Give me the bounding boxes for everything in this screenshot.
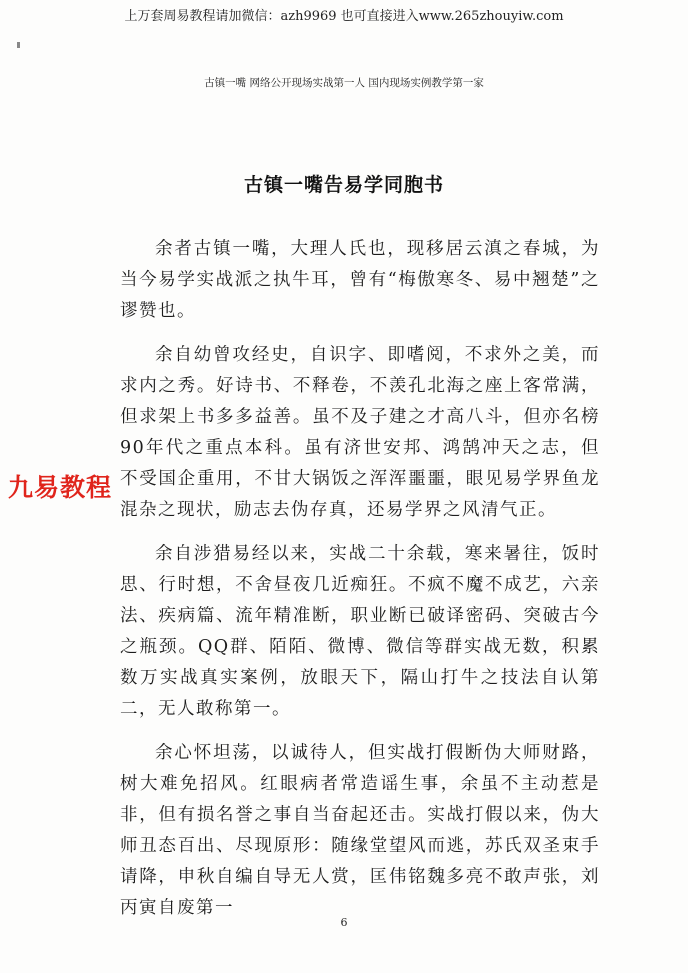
page-number: 6 — [340, 916, 348, 929]
scan-edge-mark — [17, 42, 20, 48]
paragraph: 余者古镇一嘴，大理人氏也，现移居云滇之春城，为当今易学实战派之执牛耳，曾有“梅傲寒冬、易中翘楚”之谬赞也。 — [120, 239, 600, 321]
document-title: 古镇一嘴告易学同胞书 — [243, 174, 444, 196]
watermark-logo: 九易教程 — [8, 473, 113, 502]
paragraph: 余自涉猎易经以来，实战二十余载，寒来暑往，饭时思、行时想，不舍昼夜几近痴狂。不疯不魔不成艺，六亲法、疾病篇、流年精准断，职业断已破译密码、突破古今之瓶颈。QQ群、陌陌、微博、微信等群实战无数，积累数万实战真实案例，放眼天下，隔山打牛之技法自认第二，无人敢称第一。 — [120, 544, 600, 719]
top-banner-text: 上万套周易教程请加微信：azh9969 也可直接进入www.265zhouyiw.com — [124, 9, 564, 24]
paragraph: 余自幼曾攻经史，自识字、即嗜阅，不求外之美，而求内之秀。好诗书、不释卷，不羡孔北海之座上客常满，但求架上书多多益善。虽不及子建之才高八斗，但亦名榜90年代之重点本科。虽有济世安邦、鸿鹄冲天之志，但不受国企重用，不甘大锅饭之浑浑噩噩，眼见易学界鱼龙混杂之现状，励志去伪存真，还易学界之风清气正。 — [120, 345, 600, 520]
body-text — [120, 234, 600, 937]
paragraph: 余心怀坦荡，以诚待人，但实战打假断伪大师财路，树大难免招风。红眼病者常造谣生事，余虽不主动惹是非，但有损名誉之事自当奋起还击。实战打假以来，伪大师丑态百出、尽现原形：随缘堂望风而逃，苏氏双圣束手请降，申秋自编自导无人赏，匡伟铭魏多亮不敢声张，刘丙寅自废第一 — [120, 743, 600, 918]
running-header: 古镇一嘴 网络公开现场实战第一人 国内现场实例教学第一家 — [204, 77, 484, 89]
